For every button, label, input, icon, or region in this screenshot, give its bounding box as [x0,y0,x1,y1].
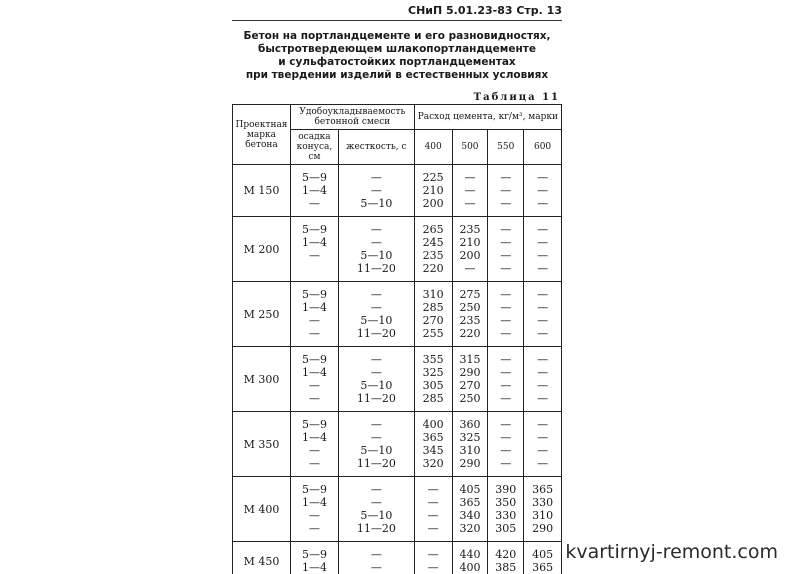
table-body [233,165,562,574]
c600-value: 290 [524,522,561,535]
slump-cell [290,165,338,217]
slump-value [291,262,338,275]
stiffness-value: 5—10 [339,197,414,210]
c400-cell [414,165,452,217]
slump-value: — [291,379,338,392]
slump-cell [290,542,338,574]
c550-value: — [488,418,523,431]
slump-value: 1—4 [291,236,338,249]
c550-value: 390 [488,483,523,496]
slump-value: 1—4 [291,366,338,379]
slump-value: 5—9 [291,171,338,184]
c500-cell [452,542,488,574]
table-row [233,412,562,477]
c400-value: 305 [415,379,452,392]
c600-cell [524,282,562,347]
c500-value: — [453,197,488,210]
c550-value: — [488,392,523,405]
slump-value: 5—9 [291,418,338,431]
c600-value: 365 [524,561,561,574]
concrete-grade-cell: М 300 [233,347,291,412]
c600-value: 365 [524,483,561,496]
stiffness-value: 5—10 [339,509,414,522]
c500-cell [452,165,488,217]
slump-cell [290,477,338,542]
slump-value: 1—4 [291,184,338,197]
c500-value: 365 [453,496,488,509]
c400-value: 200 [415,197,452,210]
c400-value: — [415,509,452,522]
c500-value: 400 [453,561,488,574]
c600-value: 405 [524,548,561,561]
slump-value: 1—4 [291,301,338,314]
c550-value: — [488,171,523,184]
stiffness-value: 11—20 [339,457,414,470]
table-row [233,165,562,217]
stiffness-value: — [339,184,414,197]
c400-value: 285 [415,392,452,405]
slump-value: — [291,314,338,327]
slump-value: — [291,444,338,457]
header-workability: Удобоукладываемость бетонной смеси [290,105,414,130]
c600-value: — [524,249,561,262]
c500-value: 325 [453,431,488,444]
c550-value: — [488,431,523,444]
c600-value: — [524,223,561,236]
stiffness-value: — [339,496,414,509]
c500-value: 315 [453,353,488,366]
c550-value: 350 [488,496,523,509]
c550-value: — [488,379,523,392]
c550-value: — [488,301,523,314]
c600-cell [524,412,562,477]
c500-cell [452,347,488,412]
c600-value: — [524,197,561,210]
slump-value: 1—4 [291,431,338,444]
c500-value: 440 [453,548,488,561]
slump-value: 1—4 [291,561,338,574]
table-row [233,217,562,282]
c500-value: 210 [453,236,488,249]
c400-value: 245 [415,236,452,249]
slump-value: 5—9 [291,288,338,301]
c550-value: — [488,314,523,327]
c500-cell [452,217,488,282]
stiffness-value: — [339,431,414,444]
site-watermark: kvartirnyj-remont.com [565,541,778,563]
c600-value: 310 [524,509,561,522]
c500-value: 235 [453,314,488,327]
stiffness-value: — [339,548,414,561]
c600-cell [524,477,562,542]
c550-value: 420 [488,548,523,561]
slump-value: 5—9 [291,353,338,366]
slump-value: — [291,509,338,522]
stiffness-cell [338,412,414,477]
page-header: СНиП 5.01.23-83 Стр. 13 [232,4,562,17]
c550-cell [488,477,524,542]
stiffness-value: — [339,353,414,366]
table-row [233,282,562,347]
c550-value: — [488,327,523,340]
c550-value: — [488,249,523,262]
c600-value: — [524,288,561,301]
header-cement-550: 550 [488,130,524,165]
stiffness-value: 5—10 [339,444,414,457]
c550-value: — [488,353,523,366]
c400-cell [414,412,452,477]
slump-cell [290,412,338,477]
c600-value: — [524,314,561,327]
c500-value: 310 [453,444,488,457]
c550-value: — [488,236,523,249]
header-consumption: Расход цемента, кг/м³, марки [414,105,561,130]
c400-cell [414,282,452,347]
slump-value: 5—9 [291,223,338,236]
c500-value: 340 [453,509,488,522]
c500-cell [452,477,488,542]
c400-cell [414,477,452,542]
c500-value: 320 [453,522,488,535]
c400-value: 355 [415,353,452,366]
c400-value: 325 [415,366,452,379]
c550-cell [488,217,524,282]
header-stiffness: жесткость, с [338,130,414,165]
c400-value: 345 [415,444,452,457]
header-grade: Проектная марка бетона [233,105,291,165]
c500-value: 270 [453,379,488,392]
c500-value: — [453,171,488,184]
slump-cell [290,347,338,412]
c600-value: — [524,457,561,470]
stiffness-value: — [339,171,414,184]
concrete-grade-cell: М 450 [233,542,291,574]
c500-value: 250 [453,301,488,314]
c550-value: — [488,366,523,379]
c400-value: — [415,496,452,509]
slump-value: 5—9 [291,483,338,496]
stiffness-cell [338,477,414,542]
c550-cell [488,412,524,477]
c600-value: — [524,262,561,275]
c400-value: 400 [415,418,452,431]
stiffness-value: 11—20 [339,392,414,405]
c550-cell [488,165,524,217]
c550-value: — [488,444,523,457]
table-title [232,30,562,82]
c600-value: — [524,431,561,444]
c400-cell [414,347,452,412]
stiffness-value: 5—10 [339,249,414,262]
c400-value: 225 [415,171,452,184]
slump-value: — [291,457,338,470]
header-cement-600: 600 [524,130,562,165]
c600-value: — [524,301,561,314]
c500-value: — [453,184,488,197]
c600-value: — [524,392,561,405]
c600-cell [524,347,562,412]
c500-value: 290 [453,457,488,470]
table-number-label: Таблица 11 [460,92,560,103]
c600-cell [524,165,562,217]
title-line: Бетон на портландцементе и его разновидностях, [232,30,562,43]
c550-value: — [488,197,523,210]
c550-value: 385 [488,561,523,574]
c500-value: 250 [453,392,488,405]
slump-value: — [291,522,338,535]
c400-value: 265 [415,223,452,236]
slump-value: — [291,392,338,405]
c400-value: 220 [415,262,452,275]
stiffness-value: 11—20 [339,522,414,535]
stiffness-value: 5—10 [339,314,414,327]
concrete-grade-cell: М 150 [233,165,291,217]
stiffness-value: — [339,561,414,574]
stiffness-value: — [339,366,414,379]
c400-value: — [415,483,452,496]
c600-value: — [524,418,561,431]
cement-consumption-table [232,104,562,574]
header-slump: осадка конуса, см [290,130,338,165]
c600-cell [524,542,562,574]
c550-value: — [488,262,523,275]
c400-value: 310 [415,288,452,301]
c400-cell [414,542,452,574]
table-row [233,542,562,574]
slump-value: — [291,197,338,210]
stiffness-value: 5—10 [339,379,414,392]
concrete-grade-cell: М 400 [233,477,291,542]
c400-value: 285 [415,301,452,314]
c400-value: — [415,561,452,574]
slump-value: — [291,327,338,340]
c500-value: 405 [453,483,488,496]
c550-value: 305 [488,522,523,535]
c600-value: 330 [524,496,561,509]
stiffness-cell [338,347,414,412]
c500-cell [452,282,488,347]
stiffness-value: — [339,236,414,249]
c600-cell [524,217,562,282]
c600-value: — [524,236,561,249]
c550-cell [488,542,524,574]
stiffness-value: — [339,418,414,431]
stiffness-value: 11—20 [339,327,414,340]
c400-value: — [415,548,452,561]
title-line: и сульфатостойких портландцементах [232,56,562,69]
stiffness-value: — [339,301,414,314]
concrete-grade-cell: М 250 [233,282,291,347]
c550-cell [488,347,524,412]
concrete-grade-cell: М 200 [233,217,291,282]
c550-cell [488,282,524,347]
c500-value: — [453,262,488,275]
title-line: при твердении изделий в естественных условиях [232,69,562,82]
header-cement-500: 500 [452,130,488,165]
stiffness-value: — [339,483,414,496]
slump-value: 5—9 [291,548,338,561]
c400-value: 255 [415,327,452,340]
stiffness-value: 11—20 [339,262,414,275]
c400-value: — [415,522,452,535]
slump-cell [290,282,338,347]
c600-value: — [524,379,561,392]
c500-cell [452,412,488,477]
slump-cell [290,217,338,282]
stiffness-value: — [339,223,414,236]
c400-value: 210 [415,184,452,197]
stiffness-cell [338,165,414,217]
c500-value: 200 [453,249,488,262]
c400-value: 320 [415,457,452,470]
c400-value: 235 [415,249,452,262]
stiffness-cell [338,542,414,574]
c550-value: — [488,184,523,197]
c600-value: — [524,327,561,340]
header-divider [232,20,562,21]
c600-value: — [524,171,561,184]
c600-value: — [524,184,561,197]
stiffness-value: — [339,288,414,301]
c400-value: 365 [415,431,452,444]
c600-value: — [524,444,561,457]
c500-value: 290 [453,366,488,379]
c600-value: — [524,366,561,379]
c500-value: 235 [453,223,488,236]
c550-value: — [488,288,523,301]
header-cement-400: 400 [414,130,452,165]
c550-value: — [488,457,523,470]
stiffness-cell [338,282,414,347]
c550-value: 330 [488,509,523,522]
c500-value: 360 [453,418,488,431]
title-line: быстротвердеющем шлакопортландцементе [232,43,562,56]
table-row [233,477,562,542]
slump-value: — [291,249,338,262]
stiffness-cell [338,217,414,282]
slump-value: 1—4 [291,496,338,509]
c500-value: 275 [453,288,488,301]
table-row [233,347,562,412]
c500-value: 220 [453,327,488,340]
concrete-grade-cell: М 350 [233,412,291,477]
c400-value: 270 [415,314,452,327]
c600-value: — [524,353,561,366]
c400-cell [414,217,452,282]
c550-value: — [488,223,523,236]
